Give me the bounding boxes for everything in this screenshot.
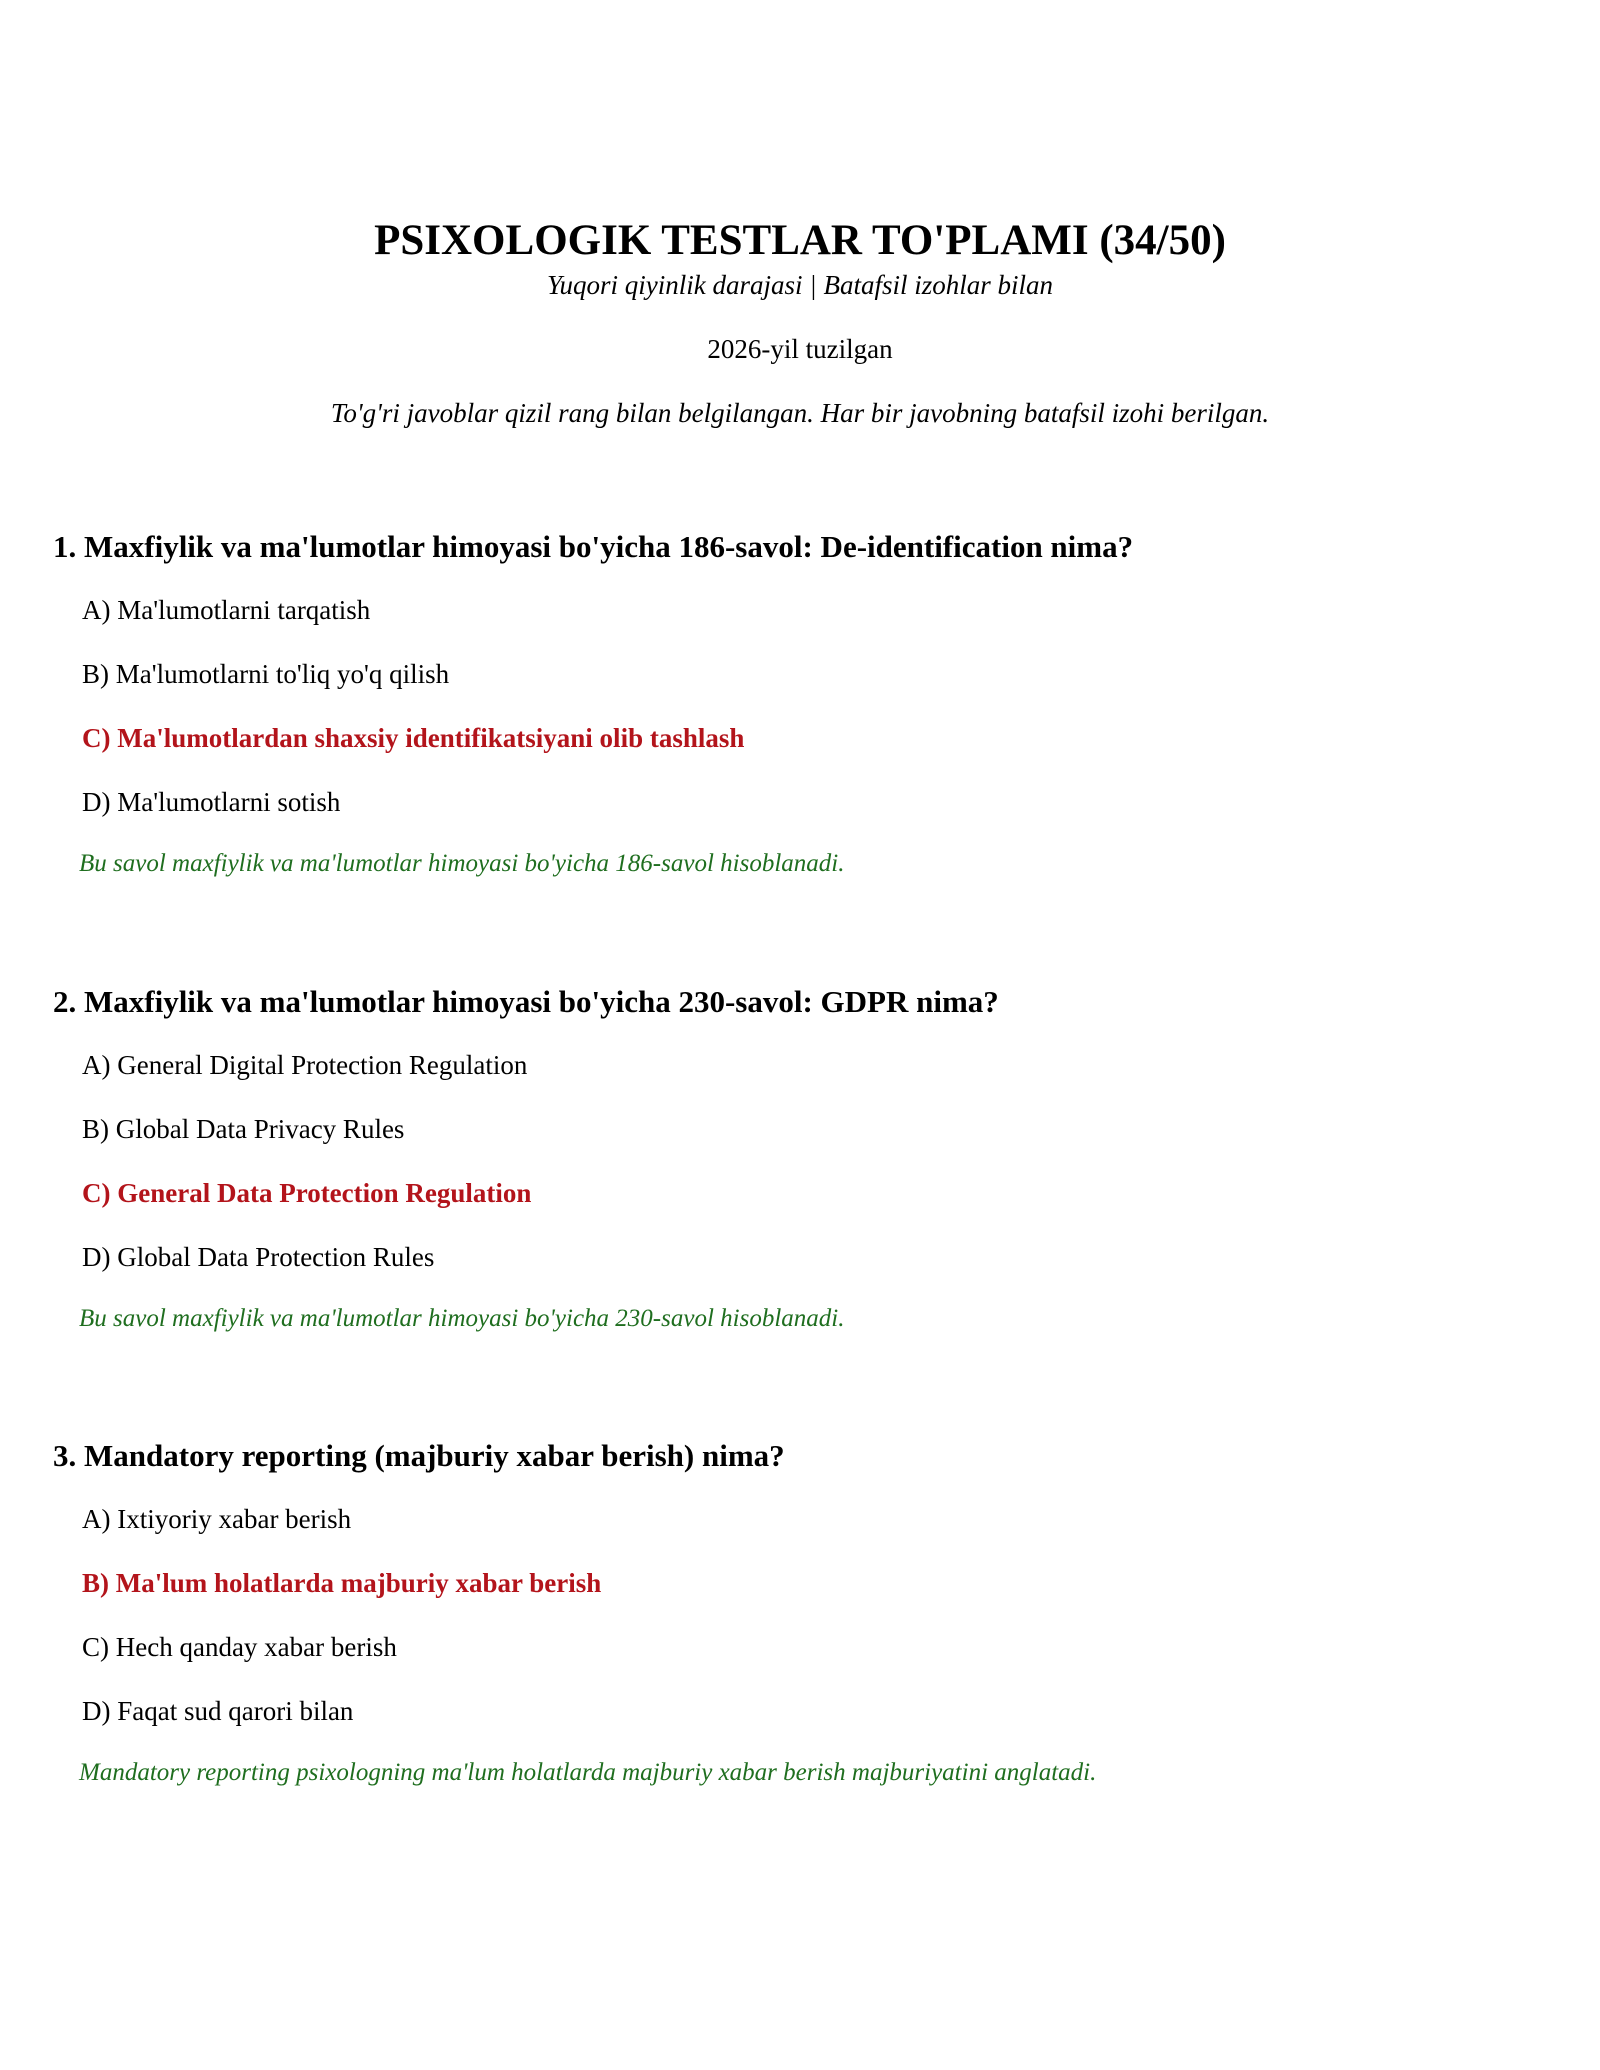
option-c-correct: C) General Data Protection Regulation bbox=[82, 1178, 532, 1208]
option-a: A) Ixtiyoriy xabar berish bbox=[82, 1504, 352, 1534]
question-2 bbox=[53, 982, 1553, 1335]
option-a: A) Ma'lumotlarni tarqatish bbox=[82, 595, 371, 625]
document-year: 2026-yil tuzilgan bbox=[707, 334, 893, 364]
question-text: 2. Maxfiylik va ma'lumotlar himoyasi bo'yicha 230-savol: GDPR nima? bbox=[53, 984, 999, 1019]
document-subtitle: Yuqori qiyinlik darajasi | Batafsil izohlar bilan bbox=[547, 270, 1053, 300]
option-d: D) Faqat sud qarori bilan bbox=[82, 1696, 354, 1726]
option-d: D) Global Data Protection Rules bbox=[82, 1242, 435, 1272]
option-list bbox=[53, 1048, 1553, 1274]
option-d: D) Ma'lumotlarni sotish bbox=[82, 787, 341, 817]
document-note: To'g'ri javoblar qizil rang bilan belgilangan. Har bir javobning batafsil izohi berilgan. bbox=[330, 398, 1270, 428]
option-c-correct: C) Ma'lumotlardan shaxsiy identifikatsiyani olib tashlash bbox=[82, 723, 745, 753]
option-a: A) General Digital Protection Regulation bbox=[82, 1050, 528, 1080]
option-c: C) Hech qanday xabar berish bbox=[82, 1632, 397, 1662]
option-b: B) Global Data Privacy Rules bbox=[82, 1114, 405, 1144]
option-list bbox=[53, 593, 1553, 819]
explanation: Mandatory reporting psixologning ma'lum holatlarda majburiy xabar berish majburiyatini anglatadi. bbox=[79, 1759, 1097, 1786]
option-b: B) Ma'lumotlarni to'liq yo'q qilish bbox=[82, 659, 450, 689]
question-text: 3. Mandatory reporting (majburiy xabar berish) nima? bbox=[53, 1438, 785, 1473]
question-3 bbox=[53, 1436, 1553, 1789]
question-text: 1. Maxfiylik va ma'lumotlar himoyasi bo'yicha 186-savol: De-identification nima? bbox=[53, 529, 1134, 564]
option-list bbox=[53, 1502, 1553, 1728]
explanation: Bu savol maxfiylik va ma'lumotlar himoyasi bo'yicha 186-savol hisoblanadi. bbox=[79, 850, 845, 877]
option-b-correct: B) Ma'lum holatlarda majburiy xabar berish bbox=[82, 1568, 602, 1598]
document-title: PSIXOLOGIK TESTLAR TO'PLAMI (34/50) bbox=[374, 216, 1226, 264]
question-1 bbox=[53, 527, 1553, 880]
explanation: Bu savol maxfiylik va ma'lumotlar himoyasi bo'yicha 230-savol hisoblanadi. bbox=[79, 1305, 845, 1332]
